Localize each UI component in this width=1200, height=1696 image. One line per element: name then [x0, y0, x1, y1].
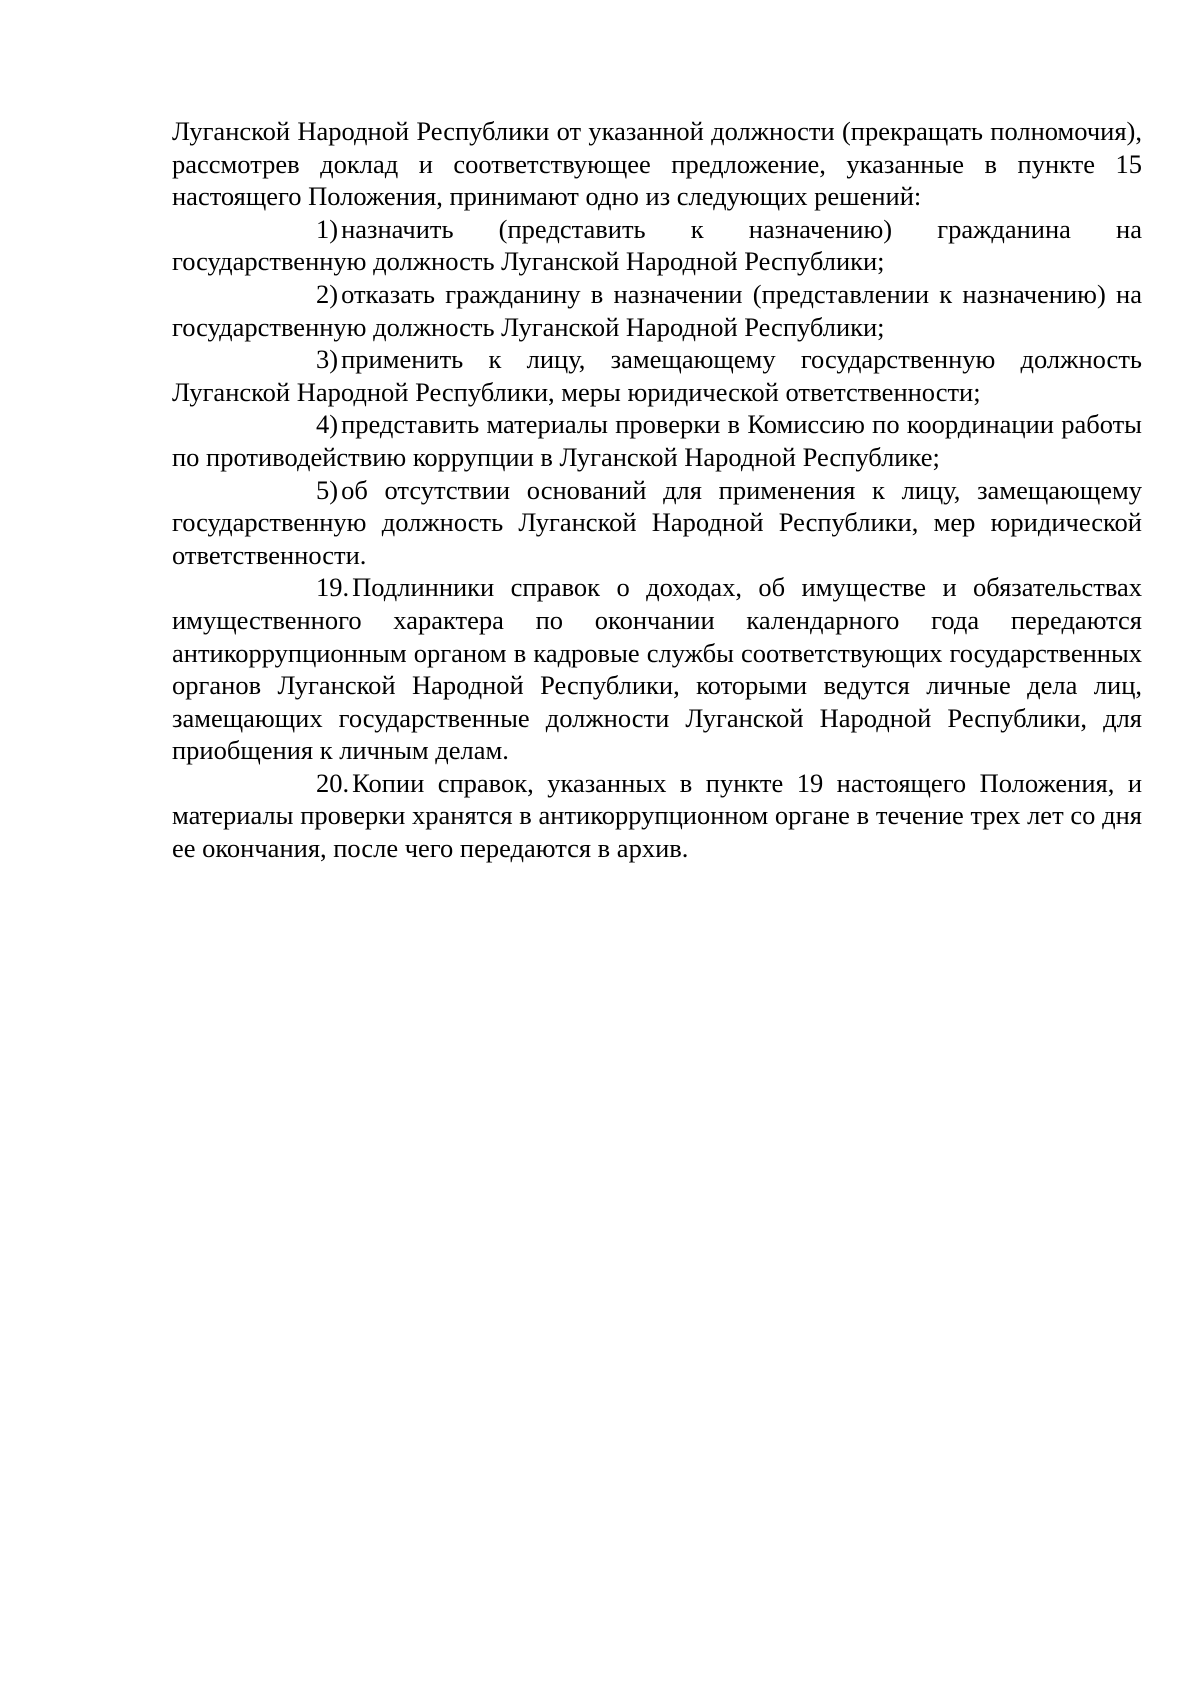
- paragraph-intro: [172, 115, 1142, 213]
- list-item-text: применить к лицу, замещающему государственную должность Луганской Народной Республики, меры юридической ответственности;: [172, 344, 1142, 407]
- list-item-5: [172, 474, 1142, 572]
- list-item-text: отказать гражданину в назначении (представлении к назначению) на государственную должность Луганской Народной Республики;: [172, 278, 1142, 342]
- document-body: [172, 115, 1142, 865]
- list-item-2: [172, 278, 1142, 343]
- paragraph-text: Луганской Народной Республики от указанной должности (прекращать полномочия), рассмотрев доклад и соответствующее предложение, указанные в пункте 15 настоящего Положения, принимают одно из следующих решений:: [172, 116, 1142, 212]
- clause-text: Копии справок, указанных в пункте 19 настоящего Положения, и материалы проверки хранятся в антикоррупционном органе в течение трех лет со дня ее окончания, после чего передаются в архив.: [172, 767, 1142, 864]
- list-item-4: [172, 408, 1142, 473]
- list-item-text: представить материалы проверки в Комиссию по координации работы по противодействию коррупции в Луганской Народной Республике;: [172, 409, 1142, 472]
- clause-text: Подлинники справок о доходах, об имуществе и обязательствах имущественного характера по окончании календарного года передаются антикоррупционным органом в кадровые службы соответствующих государственных органов Луганской Народной Республики, которыми ведутся личные дела лиц, замещающих государственные должности Луганской Народной Республики, для приобщения к личным делам.: [172, 572, 1142, 766]
- list-item-number: 4): [316, 409, 339, 440]
- list-item-number: 1): [316, 213, 339, 244]
- list-item-3: [172, 343, 1142, 408]
- clause-number: 20.: [316, 767, 350, 798]
- list-item-text: назначить (представить к назначению) гражданина на государственную должность Луганской Народной Республики;: [172, 213, 1142, 277]
- clause-number: 19.: [316, 572, 350, 603]
- list-item-1: [172, 213, 1142, 278]
- list-item-text: об отсутствии оснований для применения к лицу, замещающему государственную должность Луганской Народной Республики, мер юридической ответственности.: [172, 474, 1142, 570]
- list-item-number: 3): [316, 344, 339, 375]
- clause-20: [172, 767, 1142, 865]
- list-item-number: 5): [316, 474, 339, 505]
- list-item-number: 2): [316, 278, 339, 309]
- clause-19: [172, 571, 1142, 767]
